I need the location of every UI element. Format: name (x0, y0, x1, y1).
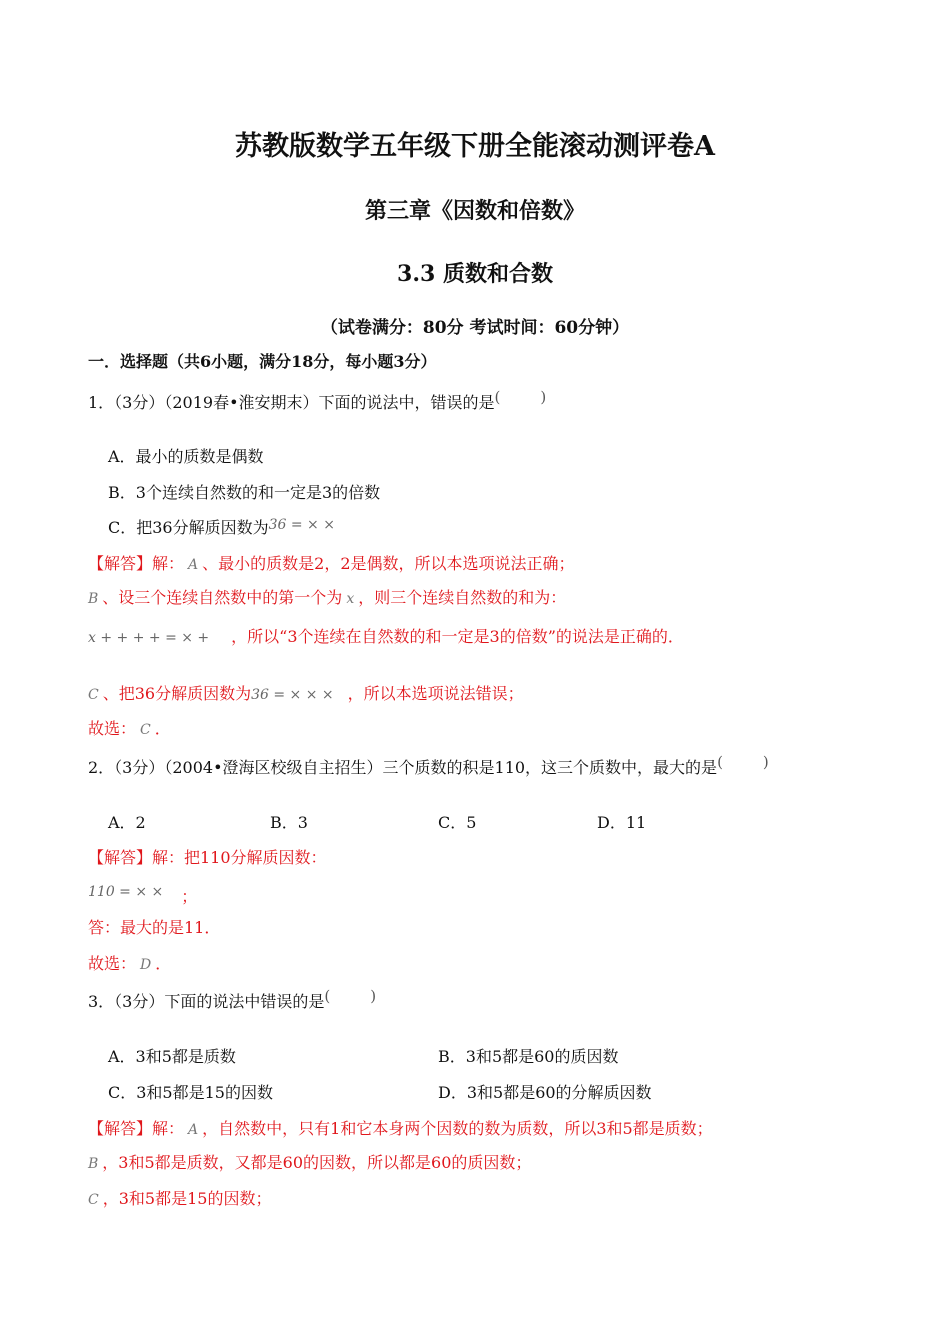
question-2-text: 2．（3分）（2004•澄海区校级自主招生）三个质数的积是110，这三个质数中，最大的是 (88, 758, 718, 777)
exam-info: （试卷满分：80分 考试时间：60分钟） (320, 318, 630, 338)
answer-paren-close: ) (370, 987, 377, 1005)
answer-tag: 【解答】解： (88, 1119, 185, 1138)
var-c: C (88, 687, 99, 703)
answer-paren-open: ( (494, 388, 501, 406)
q1-option-c-text: C．把36分解质因数为 (108, 518, 269, 537)
q2-choice (88, 951, 171, 974)
answer-text: ，则三个连续自然数的和为： (358, 588, 567, 607)
answer-text: ，3和5都是15的因数； (102, 1189, 272, 1208)
answer-text: ，自然数中，只有1和它本身两个因数的数为质数，所以3和5都是质数； (202, 1119, 713, 1138)
choice-var: D (140, 957, 152, 973)
choice-var: C (140, 722, 151, 738)
q3-option-b: B．3和5都是60的质因数 (438, 1047, 619, 1066)
answer-paren-open: ( (717, 753, 723, 771)
q2-answer-tag: 【解答】解：把110分解质因数： (88, 848, 327, 867)
answer-text: 、设三个连续自然数中的第一个为 (102, 588, 343, 607)
answer-text: ，所以本选项说法错误； (347, 684, 524, 703)
q3-option-a: A．3和5都是质数 (108, 1047, 236, 1066)
formula-math: 36 = × × × (251, 687, 334, 703)
document-title: 苏教版数学五年级下册全能滚动测评卷A (235, 131, 715, 162)
section-heading: 一．选择题（共6小题，满分18分，每小题3分） (88, 352, 437, 371)
q1-answer-b-formula (88, 624, 684, 647)
choice-end: ． (155, 954, 172, 973)
q2-answer-formula (88, 878, 198, 906)
q1-answer-a (88, 551, 575, 574)
formula-math: x + + + + = × + (88, 630, 210, 646)
q1-option-b: B．3个连续自然数的和一定是3的倍数 (108, 483, 381, 502)
var-c: C (88, 1192, 99, 1208)
q1-option-c (108, 515, 335, 538)
question-3-stem (88, 989, 376, 1012)
var-a: A (188, 557, 199, 573)
q1-answer-b (88, 585, 566, 608)
q3-answer-c (88, 1186, 271, 1209)
answer-paren-close: ) (762, 753, 769, 771)
choice-label: 故选： (88, 954, 137, 973)
question-1-text: 1．（3分）（2019春•淮安期末）下面的说法中，错误的是 (88, 393, 495, 412)
formula-end: ； (181, 887, 198, 906)
answer-text: ，所以“3个连续在自然数的和一定是3的倍数”的说法是正确的． (231, 627, 684, 646)
answer-tag: 【解答】解： (88, 554, 185, 573)
q1-answer-c (88, 681, 524, 704)
choice-label: 故选： (88, 719, 137, 738)
answer-paren-open: ( (324, 987, 331, 1005)
question-1-stem (88, 390, 546, 413)
answer-text: 、把36分解质因数为 (102, 684, 252, 703)
answer-text: ，3和5都是质数，又都是60的因数，所以都是60的质因数； (102, 1153, 532, 1172)
var-x: x (346, 591, 355, 607)
q2-option-b: B．3 (270, 813, 308, 832)
q3-answer-a (88, 1116, 713, 1139)
q3-option-d: D．3和5都是60的分解质因数 (438, 1083, 652, 1102)
chapter-title: 第三章《因数和倍数》 (364, 198, 585, 224)
q1-choice (88, 716, 171, 739)
formula-math: 110 = × × (88, 884, 164, 900)
q2-option-c: C．5 (438, 813, 477, 832)
q1-option-a: A．最小的质数是偶数 (108, 447, 264, 466)
q2-answer-line: 答：最大的是11． (88, 918, 221, 937)
var-b: B (88, 591, 99, 607)
q2-option-a: A．2 (108, 813, 146, 832)
q1-option-c-math: 36 = × × (268, 517, 335, 533)
question-2-stem (88, 755, 769, 778)
var-b: B (88, 1156, 99, 1172)
q2-option-d: D．11 (597, 813, 647, 832)
q3-answer-b (88, 1150, 531, 1173)
var-a: A (188, 1122, 199, 1138)
question-3-text: 3．（3分）下面的说法中错误的是 (88, 992, 325, 1011)
lesson-title: 3.3 质数和合数 (397, 261, 553, 287)
answer-paren-close: ) (540, 388, 547, 406)
choice-end: ． (154, 719, 171, 738)
answer-text: 、最小的质数是2，2是偶数，所以本选项说法正确； (202, 554, 575, 573)
q3-option-c: C．3和5都是15的因数 (108, 1083, 273, 1102)
